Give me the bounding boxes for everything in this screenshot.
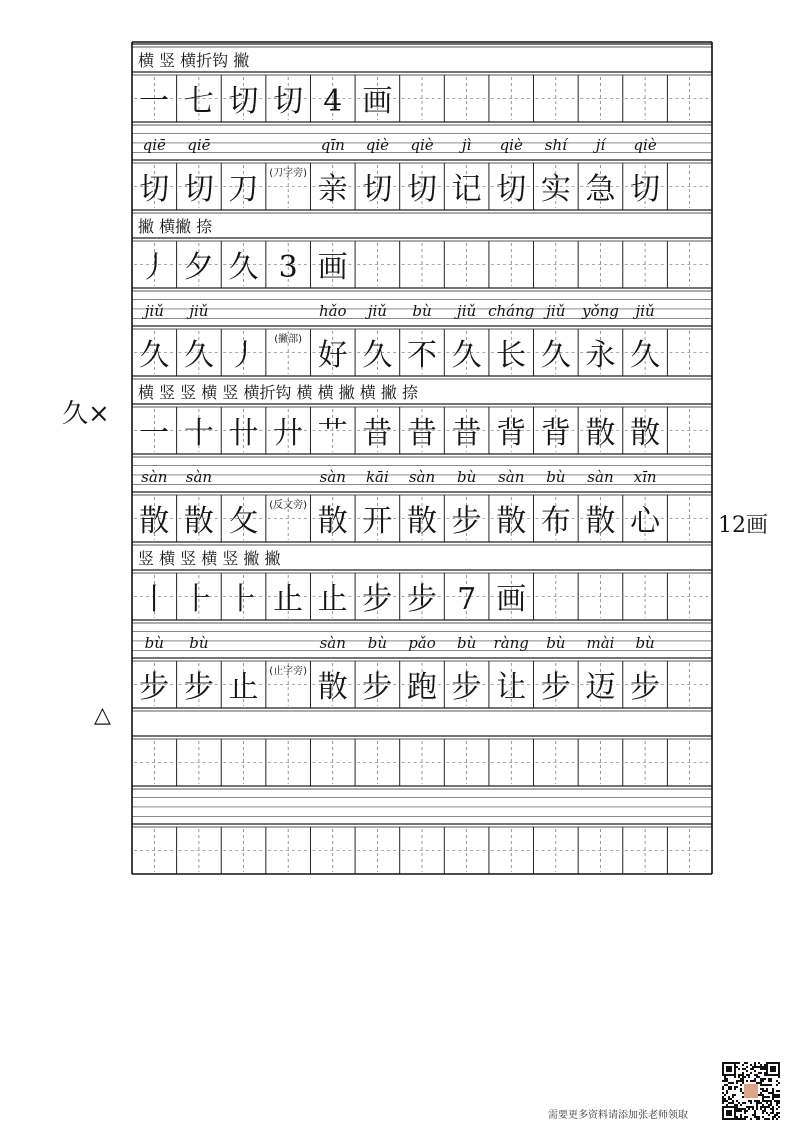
character-cell: 止 [317,582,348,617]
pinyin-cell: bù [546,634,566,653]
pinyin-cell: sàn [141,468,168,487]
character-cell: 久 [228,250,259,285]
character-cell: 画 [362,84,393,119]
character-cell: 攵 [228,504,259,539]
character-cell: 散 [183,504,214,539]
character-cell: 急 [585,172,616,207]
pinyin-cell: jiǔ [144,302,164,321]
character-cell: 7 [457,582,477,617]
character-cell: 迈 [585,670,616,705]
character-cell: 步 [540,670,571,705]
pinyin-cell: qiè [410,136,434,155]
character-cell: 久 [139,338,170,373]
character-cell: 昔 [407,416,437,451]
character-cell: 步 [451,670,482,705]
character-grid-row [132,72,712,122]
character-cell: 亲 [317,172,348,207]
stroke-order-row [132,708,712,711]
character-cell: 久 [362,338,393,373]
character-cell: 4 [323,84,343,119]
character-cell: 记 [451,172,482,207]
character-cell: 背 [540,416,571,451]
character-grid-row [132,736,712,786]
pinyin-row [132,786,712,816]
character-cell: ⺊ [228,582,259,617]
pinyin-cell: qīn [320,136,345,155]
character-cell: 布 [540,504,571,539]
pinyin-cell: jiǔ [635,302,655,321]
pinyin-cell: mài [586,634,615,653]
character-cell: 夕 [183,250,214,285]
character-grid-row [132,658,712,708]
pinyin-cell: jí [595,136,606,155]
stroke-order-row [132,542,712,568]
pinyin-cell: cháng [488,302,535,321]
stroke-order-text: 横 竖 横折钩 撇 [138,51,250,70]
pinyin-cell: sàn [408,468,436,487]
character-cell: 久 [540,338,571,373]
pinyin-cell: jiǔ [189,302,209,321]
pinyin-cell: bù [635,634,655,653]
pinyin-row [132,288,712,320]
character-cell: 丨 [139,582,170,617]
character-cell: 切 [183,172,214,207]
pinyin-cell: sàn [498,468,525,487]
pinyin-row [132,454,712,486]
pinyin-cell: jì [461,136,472,155]
character-cell: 切 [362,172,393,207]
character-cell: 好 [317,338,348,373]
character-cell: 切 [139,172,170,207]
pinyin-cell: bù [456,634,477,653]
character-cell: 散 [630,416,661,451]
character-cell: 切 [273,84,304,119]
character-cell: 不 [407,338,437,373]
pinyin-cell: yǒng [582,302,619,321]
character-cell: 昔 [451,416,482,451]
pinyin-row [132,620,712,652]
radical-note: (刀字旁) [269,168,308,179]
margin-note-triangle: △ [94,703,111,728]
character-cell: 散 [585,504,616,539]
footer-caption: 需要更多资料请添加张老师领取 [548,1110,688,1121]
character-cell: 切 [496,172,527,207]
character-cell: 久 [451,338,482,373]
character-cell: 步 [362,582,393,617]
pinyin-row [132,122,712,154]
character-cell: 开 [362,504,393,539]
character-cell: 长 [496,338,527,373]
pinyin-cell: qiè [365,136,390,155]
pinyin-cell: sàn [185,468,213,487]
character-cell: 散 [496,504,527,539]
character-cell: 步 [630,670,661,705]
character-cell: 3 [278,250,298,285]
character-grid-row [132,404,712,454]
character-cell: 一 [139,84,170,119]
character-grid-row [132,570,712,620]
character-cell: 散 [317,504,348,539]
character-cell: 步 [451,504,482,539]
character-cell: 卄 [228,416,259,451]
pinyin-cell: jiǔ [367,302,387,321]
character-cell: 实 [540,172,571,207]
pinyin-cell: sàn [319,468,346,487]
pinyin-cell: bù [367,634,388,653]
character-cell: 散 [317,670,348,705]
character-cell: 画 [496,582,527,617]
character-cell: 散 [407,504,437,539]
character-cell: 廾 [273,416,304,451]
radical-note: (止字旁) [269,666,308,677]
character-cell: 步 [139,670,170,705]
qr-code-icon [722,1062,780,1120]
stroke-order-row [132,376,712,402]
margin-note-stroke-count: 12画 [718,513,768,538]
character-cell: 步 [183,670,214,705]
pinyin-cell: bù [456,468,477,487]
character-cell: 散 [139,504,170,539]
pinyin-cell: qiē [187,136,211,155]
character-cell: 丿 [228,338,259,373]
stroke-order-text: 撇 横撇 捺 [138,217,213,236]
character-grid-row [132,326,712,376]
character-cell: 止 [228,670,259,705]
pinyin-cell: bù [144,634,164,653]
character-cell: 艹 [317,416,348,451]
character-cell: 画 [317,250,348,285]
pinyin-cell: ràng [493,634,529,653]
character-cell: 切 [228,84,259,119]
character-cell: ⺊ [183,582,214,617]
pinyin-cell: pǎo [408,634,436,653]
pinyin-cell: sàn [319,634,346,653]
pinyin-cell: jiǔ [457,302,477,321]
pinyin-cell: qiē [142,136,166,155]
character-grid-row [132,492,712,542]
pinyin-cell: kāi [365,468,389,487]
pinyin-cell: jiǔ [546,302,566,321]
stroke-order-row [132,44,712,70]
character-cell: 久 [630,338,661,373]
character-cell: 久 [183,338,214,373]
pinyin-cell: hǎo [318,302,347,321]
pinyin-cell: bù [546,468,566,487]
character-cell: 刀 [228,172,259,207]
character-cell: 步 [362,670,393,705]
pinyin-cell: qiè [499,136,523,155]
pinyin-cell: bù [189,634,209,653]
pinyin-cell: xīn [633,468,657,487]
character-grid-row [132,160,712,210]
character-cell: 昔 [362,416,393,451]
margin-note-jiu: 久× [62,399,110,429]
character-cell: 切 [630,172,661,207]
radical-note: (反文旁) [269,500,308,511]
character-cell: 永 [585,338,616,373]
character-cell: 心 [630,504,661,539]
character-cell: 止 [273,582,304,617]
character-cell: 切 [407,172,437,207]
character-cell: 十 [183,416,214,451]
character-grid-row [132,238,712,288]
character-cell: 让 [496,670,527,705]
character-cell: 丿 [139,250,170,285]
character-cell: 步 [407,582,437,617]
stroke-order-text: 横 竖 竖 横 竖 横折钩 横 横 撇 横 撇 捺 [138,383,418,402]
character-grid-row [132,824,712,874]
character-cell: 一 [139,416,170,451]
character-cell: 跑 [407,670,437,705]
character-cell: 背 [496,416,527,451]
stroke-order-row [132,210,712,236]
radical-note: (撇部) [274,334,303,345]
pinyin-cell: shí [544,136,567,155]
pinyin-cell: bù [412,302,432,321]
stroke-order-text: 竖 横 竖 横 竖 撇 撇 [138,549,281,568]
character-cell: 散 [585,416,616,451]
pinyin-cell: qiè [633,136,657,155]
pinyin-cell: sàn [587,468,614,487]
character-cell: 七 [183,84,214,119]
